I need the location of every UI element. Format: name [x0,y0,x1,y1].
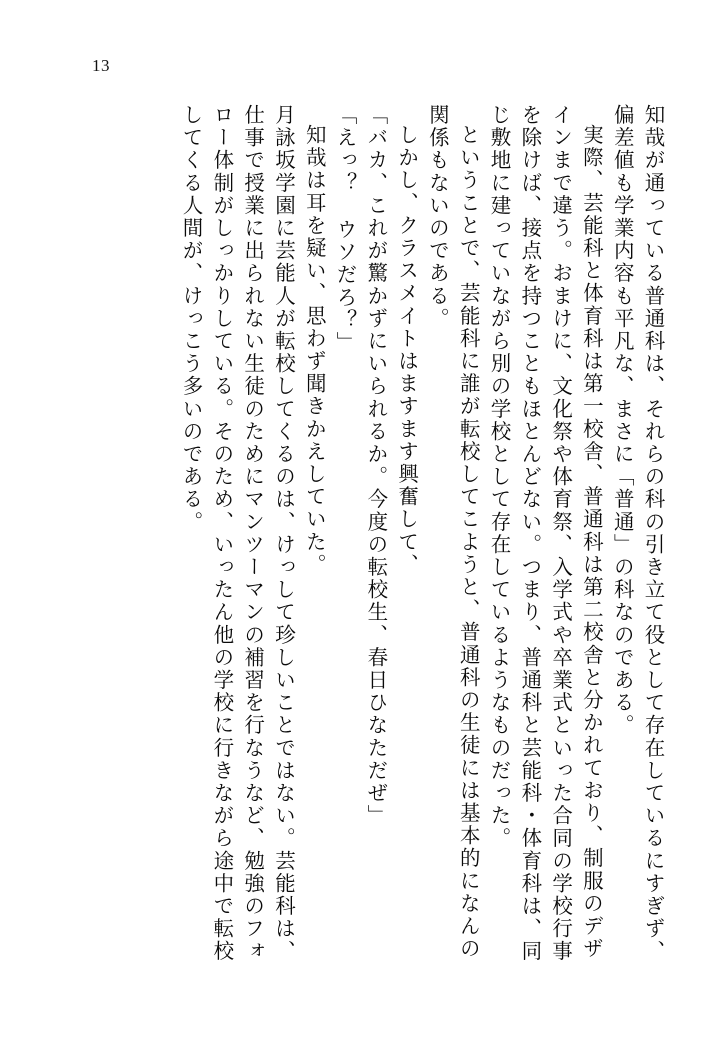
text-line: ロー体制がしっかりしている。そのため、いったん他の学校に行きながら途中で転校 [209,104,232,963]
text-line: 「バカ、これが驚かずにいられるか。今度の転校生、春日ひなただぜ」 [363,104,386,828]
page-number: 13 [92,56,110,75]
vertical-text-body [52,104,662,984]
text-line: 知哉は耳を疑い、思わず聞きかえしていた。 [302,124,325,576]
text-line: インまで違う。おまけに、文化祭や体育祭、入学式や卒業式といった合同の学校行事 [548,104,571,963]
text-line: 関係もないのである。 [425,104,448,330]
text-line: じ敷地に建っていながら別の学校として存在しているようなものだった。 [487,104,510,850]
text-line: を除けば、接点を持つこともほとんどない。つまり、普通科と芸能科・体育科は、同 [517,104,540,963]
text-line: 知哉が通っている普通科は、それらの科の引き立て役として存在しているにすぎず、 [641,104,663,963]
text-line: 偏差値も学業内容も平凡な、まさに「普通」の科なのである。 [610,104,633,737]
text-line: 仕事で授業に出られない生徒のためにマンツーマンの補習を行なうなど、勉強のフォ [240,104,263,963]
text-line: 実際、芸能科と体育科は第一校舎、普通科は第二校舎と分かれており、制服のデザ [579,124,602,961]
text-line: 月詠坂学園に芸能人が転校してくるのは、けっして珍しいことではない。芸能科は、 [271,104,294,963]
text-line: しかし、クラスメイトはますます興奮して、 [394,124,417,576]
text-line: してくる人間が、けっこう多いのである。 [179,104,202,534]
text-line: 「えっ？ ウソだろ？」 [333,104,356,355]
text-line: ということで、芸能科に誰が転校してこようと、普通科の生徒には基本的になんの [456,124,479,961]
